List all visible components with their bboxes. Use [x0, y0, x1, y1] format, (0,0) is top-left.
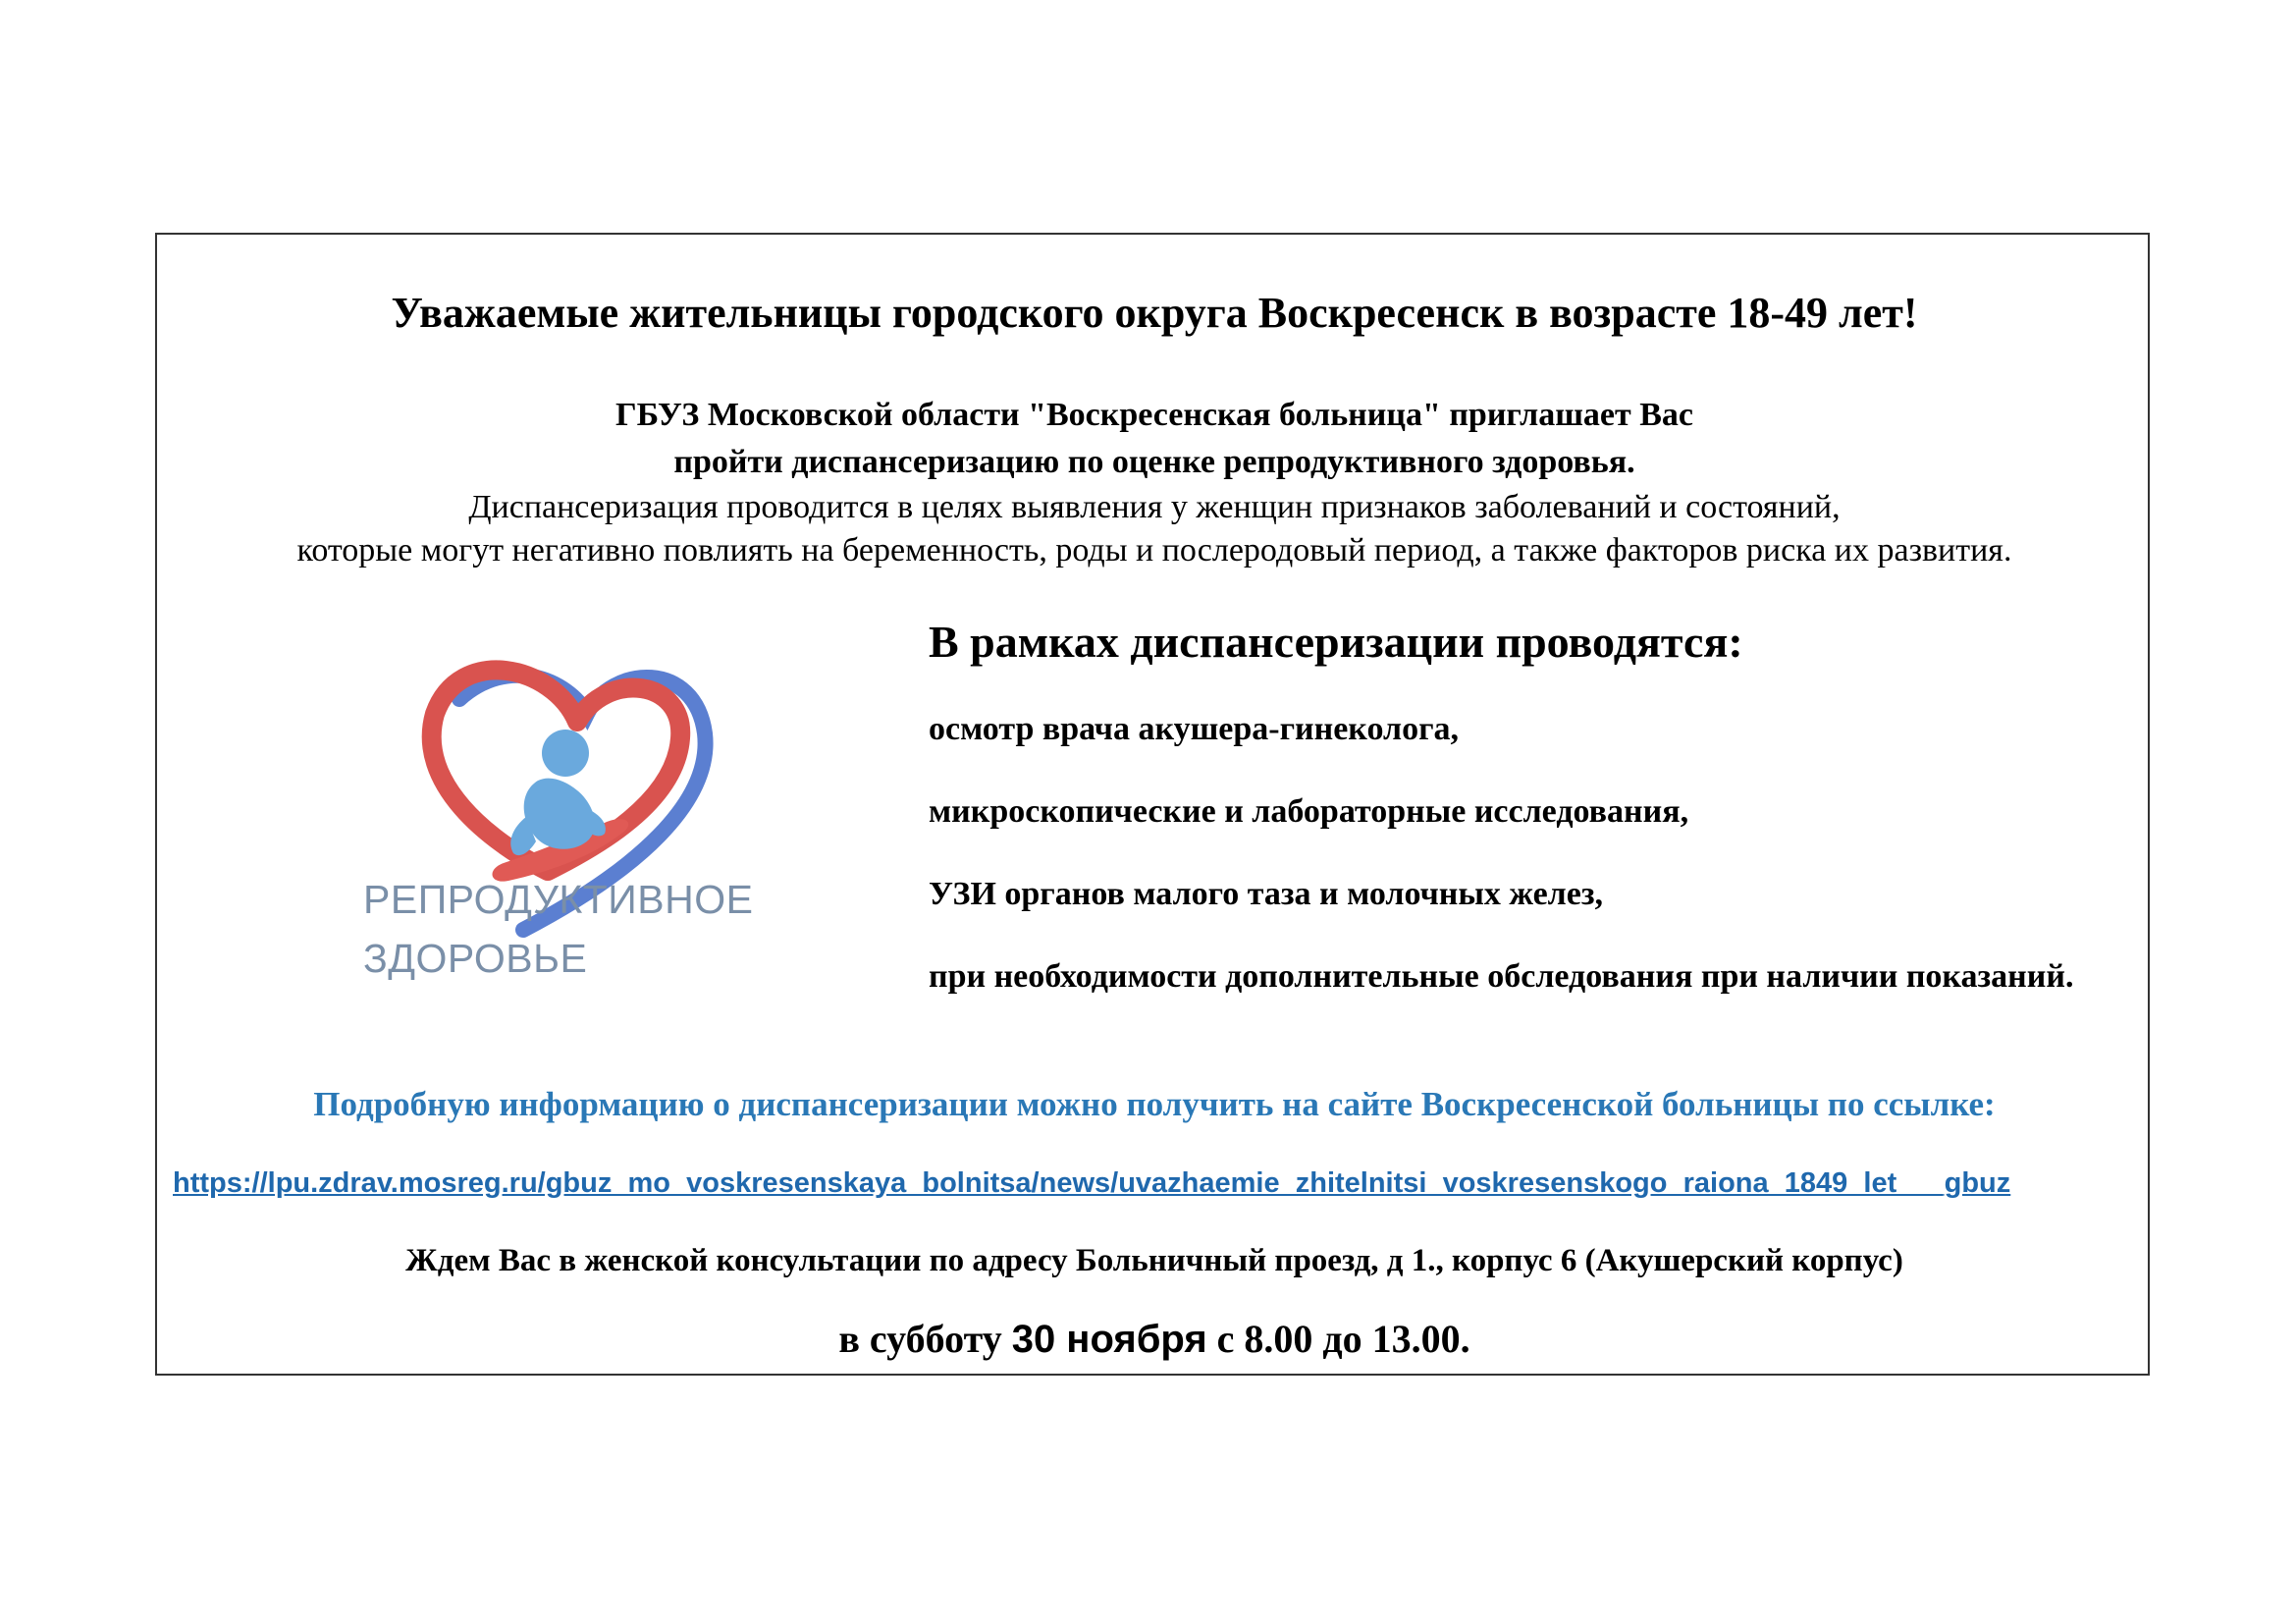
notice-frame	[155, 233, 2150, 1376]
invite-line-1: ГБУЗ Московской области "Воскресенская больница" приглашает Вас	[615, 397, 1693, 433]
checkup-heading: В рамках диспансеризации проводятся:	[929, 617, 1743, 667]
date-day: 30 ноября	[1011, 1318, 1207, 1361]
address-text: Ждем Вас в женской консультации по адресу Больничный проезд, д 1., корпус 6 (Акушерский корпус)	[405, 1243, 1903, 1278]
date-text	[157, 1313, 2152, 1366]
checkup-item: микроскопические и лабораторные исследования,	[929, 793, 1689, 830]
invite-line-2: пройти диспансеризацию по оценке репродуктивного здоровья.	[673, 444, 1635, 480]
hospital-news-link[interactable]: https://lpu.zdrav.mosreg.ru/gbuz_mo_voskresenskaya_bolnitsa/news/uvazhaemie_zhitelnitsi_voskresenskogo_raiona_1849_let___gbuz	[173, 1167, 2011, 1199]
logo-text-line-2: ЗДОРОВЬЕ	[363, 936, 588, 981]
baby-figure	[510, 730, 606, 855]
date-prefix: в субботу	[838, 1317, 1002, 1361]
checkup-item: УЗИ органов малого таза и молочных желез,	[929, 876, 1604, 912]
purpose-line-1: Диспансеризация проводится в целях выявления у женщин признаков заболеваний и состояний,	[468, 489, 1841, 525]
purpose-line-2: которые могут негативно повлиять на беременность, роды и послеродовый период, а также факторов риска их развития.	[296, 532, 2012, 568]
checkup-item: при необходимости дополнительные обследования при наличии показаний.	[929, 958, 2074, 995]
checkup-item: осмотр врача акушера-гинеколога,	[929, 711, 1460, 747]
notice-title: Уважаемые жительницы городского округа Воскресенск в возрасте 18-49 лет!	[391, 289, 1918, 337]
info-text: Подробную информацию о диспансеризации можно получить на сайте Воскресенской больницы по ссылке:	[313, 1085, 1996, 1123]
logo-text-line-1: РЕПРОДУКТИВНОЕ	[363, 877, 754, 922]
date-suffix: с 8.00 до 13.00.	[1216, 1317, 1470, 1361]
